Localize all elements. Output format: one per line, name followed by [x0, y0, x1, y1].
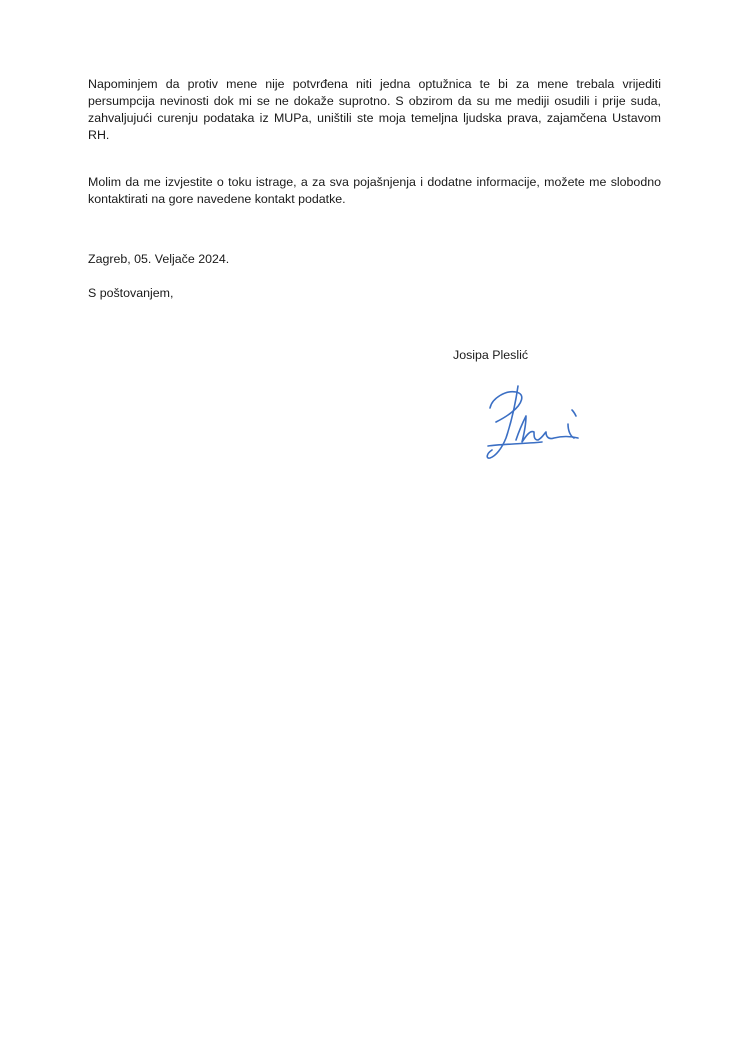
place-and-date: Zagreb, 05. Veljače 2024. [88, 252, 230, 266]
signer-name: Josipa Pleslić [453, 348, 529, 362]
closing-salutation: S poštovanjem, [88, 286, 174, 300]
body-paragraph-1: Napominjem da protiv mene nije potvrđena niti jedna optužnica te bi za mene trebala vrijediti persumpcija nevinosti dok mi se ne dokaže suprotno. S obzirom da su me mediji osudili i prije suda, zahvaljujući curenju podataka iz MUPa, uništili ste moja temeljna ljudska prava, zajamčena Ustavom RH. [88, 77, 661, 142]
body-paragraph-2: Molim da me izvjestite o toku istrage, a za sva pojašnjenja i dodatne informacije, možete me slobodno kontaktirati na gore navedene kontakt podatke. [88, 175, 661, 206]
signature-icon [482, 380, 592, 466]
